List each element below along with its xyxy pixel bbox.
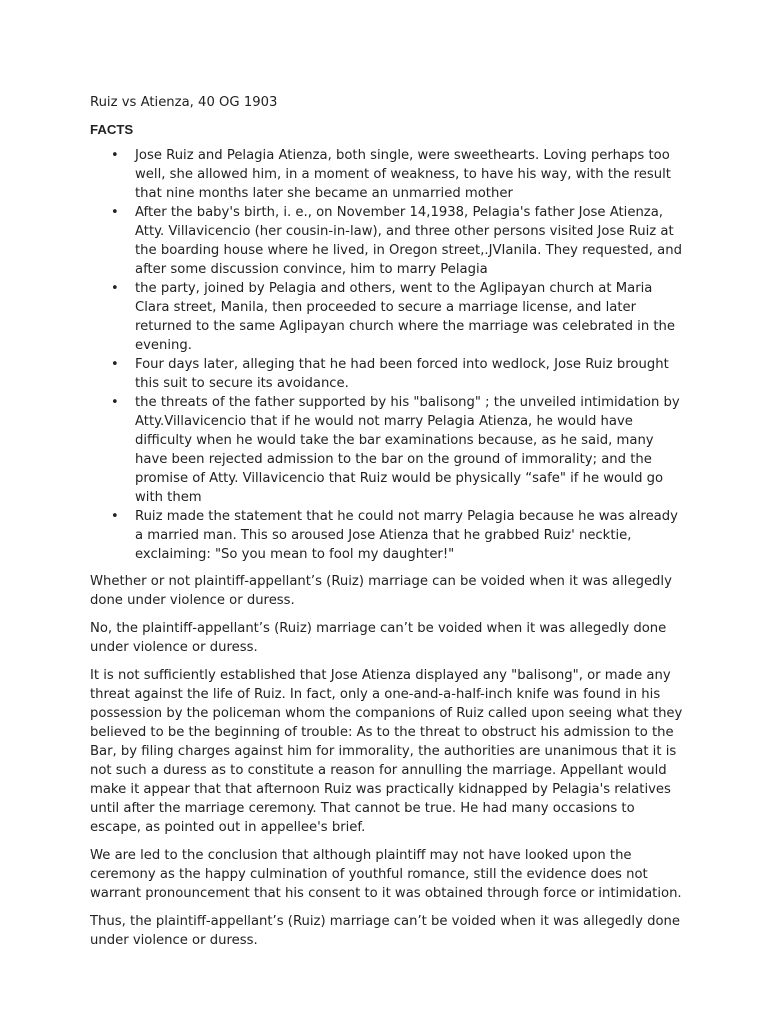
fact-item: • After the baby's birth, i. e., on November 14,1938, Pelagia's father Jose Atienza, Atty. Villavicencio (her cousin-in-law), and three other persons visited Jose Ruiz at the boarding house where he lived, in Oregon street,.JVIanila. They requested, and after some discussion convince, him to marry Pelagia <box>135 203 688 279</box>
discussion-paragraph: It is not sufficiently established that Jose Atienza displayed any "balisong", or made any threat against the life of Ruiz. In fact, only a one-and-a-half-inch knife was found in his possession by the policeman whom the companions of Ruiz called upon seeing what they believed to be the beginning of trouble: As to the threat to obstruct his admission to the Bar, by filing charges against him for immorality, the authorities are unanimous that it is not such a duress as to constitute a reason for annulling the marriage. Appellant would make it appear that that afternoon Ruiz was practically kidnapped by Pelagia's relatives until after the marriage ceremony. That cannot be true. He had many occasions to escape, as pointed out in appellee's brief. <box>90 668 683 835</box>
fact-item: • the party, joined by Pelagia and others, went to the Aglipayan church at Maria Clara street, Manila, then proceeded to secure a marriage license, and later returned to the same Aglipayan church where the marriage was celebrated in the evening. <box>135 279 688 355</box>
issue-paragraph: Whether or not plaintiff-appellant’s (Ruiz) marriage can be voided when it was allegedly done under violence or duress. <box>90 574 672 608</box>
document-body <box>90 93 688 959</box>
fact-item: • Four days later, alleging that he had been forced into wedlock, Jose Ruiz brought this suit to secure its avoidance. <box>135 355 688 393</box>
ruling-paragraph: No, the plaintiff-appellant’s (Ruiz) marriage can’t be voided when it was allegedly done under violence or duress. <box>90 621 667 655</box>
conclusion-paragraph: We are led to the conclusion that although plaintiff may not have looked upon the ceremony as the happy culmination of youthful romance, still the evidence does not warrant pronouncement that his consent to it was obtained through force or intimidation. <box>90 848 682 901</box>
document-title: Ruiz vs Atienza, 40 OG 1903 <box>90 95 278 110</box>
facts-list <box>90 146 688 564</box>
final-paragraph: Thus, the plaintiff-appellant’s (Ruiz) marriage can’t be voided when it was allegedly done under violence or duress. <box>90 914 680 948</box>
fact-item: • the threats of the father supported by his "balisong" ; the unveiled intimidation by Atty.Villavicencio that if he would not marry Pelagia Atienza, he would have difficulty when he would take the bar examinations because, as he said, many have been rejected admission to the bar on the ground of immorality; and the promise of Atty. Villavicencio that Ruiz would be physically “safe" if he would go with them <box>135 393 688 507</box>
fact-item: • Jose Ruiz and Pelagia Atienza, both single, were sweethearts. Loving perhaps too well, she allowed him, in a moment of weakness, to have his way, with the result that nine months later she became an unmarried mother <box>135 146 688 203</box>
fact-item: • Ruiz made the statement that he could not marry Pelagia because he was already a married man. This so aroused Jose Atienza that he grabbed Ruiz' necktie, exclaiming: "So you mean to fool my daughter!" <box>135 507 688 564</box>
facts-heading: FACTS <box>90 122 134 137</box>
